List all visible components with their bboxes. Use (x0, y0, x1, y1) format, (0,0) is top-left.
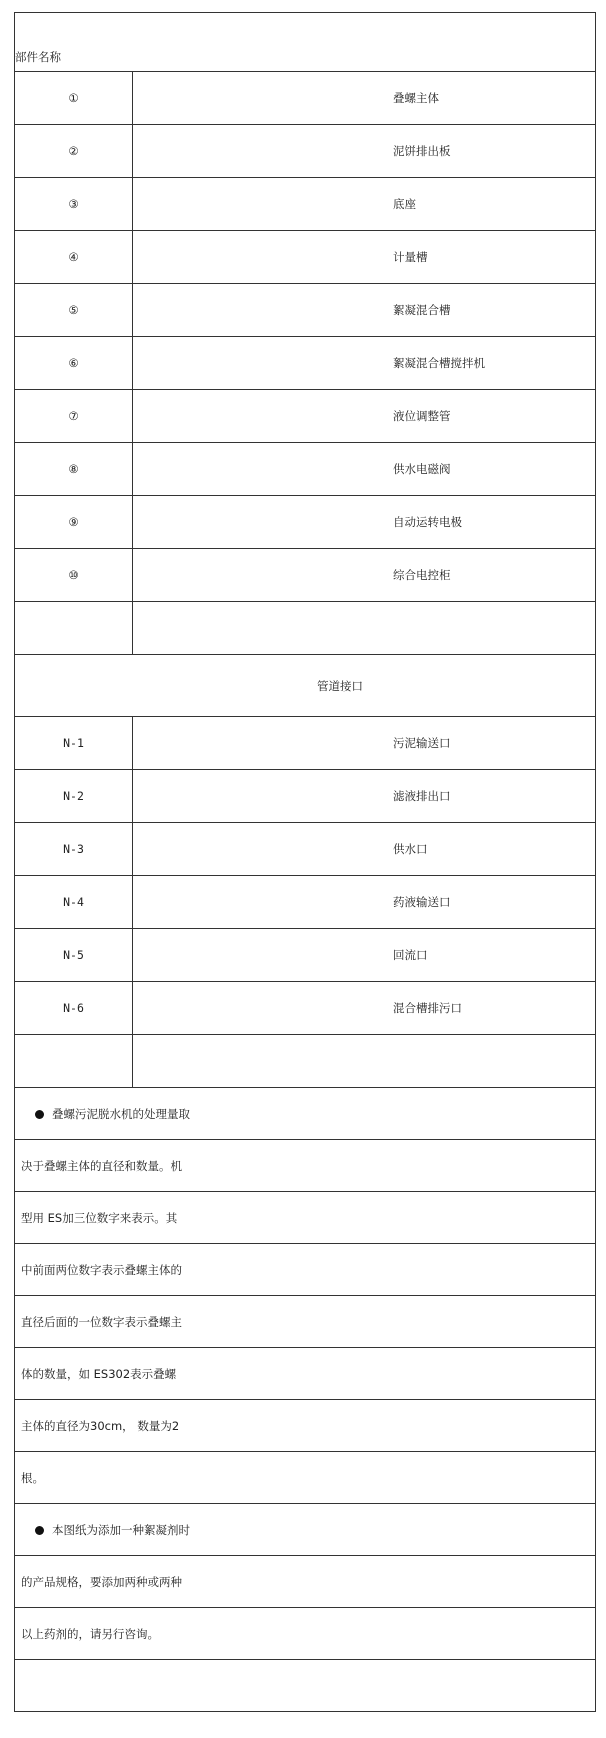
note-row (15, 1296, 596, 1348)
note-line: 以上药剂的，请另行咨询。 (15, 1608, 596, 1660)
part-name: 供水电磁阀 (133, 443, 596, 496)
pipe-code: N-3 (15, 823, 133, 876)
header-title: 部件名称 (15, 13, 596, 72)
part-row (15, 443, 596, 496)
note-row (15, 1348, 596, 1400)
part-row (15, 390, 596, 443)
part-number: ① (15, 72, 133, 125)
empty-cell (133, 1035, 596, 1088)
note-row (15, 1088, 596, 1140)
part-number: ⑨ (15, 496, 133, 549)
note-line: 主体的直径为30cm， 数量为2 (15, 1400, 596, 1452)
parts-table (14, 12, 596, 1712)
empty-cell (15, 602, 133, 655)
part-name: 综合电控柜 (133, 549, 596, 602)
part-name: 泥饼排出板 (133, 125, 596, 178)
parts-document (14, 12, 596, 1712)
pipe-row (15, 876, 596, 929)
pipe-code: N-5 (15, 929, 133, 982)
pipe-code: N-1 (15, 717, 133, 770)
note-line: 的产品规格，要添加两种或两种 (15, 1556, 596, 1608)
pipe-name: 滤液排出口 (133, 770, 596, 823)
part-number: ② (15, 125, 133, 178)
pipe-row (15, 717, 596, 770)
pipe-name: 污泥输送口 (133, 717, 596, 770)
part-row (15, 284, 596, 337)
part-row (15, 549, 596, 602)
part-number: ⑧ (15, 443, 133, 496)
part-name: 叠螺主体 (133, 72, 596, 125)
bullet-icon (35, 1110, 44, 1119)
pipe-name: 回流口 (133, 929, 596, 982)
pipe-row (15, 770, 596, 823)
note-line: 直径后面的一位数字表示叠螺主 (15, 1296, 596, 1348)
part-number: ⑦ (15, 390, 133, 443)
part-number: ③ (15, 178, 133, 231)
empty-row (15, 602, 596, 655)
empty-cell (15, 1660, 596, 1712)
note-line: 本图纸为添加一种絮凝剂时 (52, 1522, 190, 1537)
note-line: 叠螺污泥脱水机的处理量取 (52, 1106, 190, 1121)
note-line: 根。 (15, 1452, 596, 1504)
pipe-name: 混合槽排污口 (133, 982, 596, 1035)
pipe-row (15, 982, 596, 1035)
part-number: ⑤ (15, 284, 133, 337)
part-row (15, 496, 596, 549)
part-name: 自动运转电极 (133, 496, 596, 549)
note-row (15, 1244, 596, 1296)
empty-row (15, 1035, 596, 1088)
note-line: 型用 ES加三位数字来表示。其 (15, 1192, 596, 1244)
note-line: 中前面两位数字表示叠螺主体的 (15, 1244, 596, 1296)
pipe-code: N-2 (15, 770, 133, 823)
note-row (15, 1140, 596, 1192)
part-name: 底座 (133, 178, 596, 231)
part-number: ④ (15, 231, 133, 284)
pipes-title: 管道接口 (15, 655, 596, 717)
pipe-code: N-4 (15, 876, 133, 929)
note-line: 体的数量，如 ES302表示叠螺 (15, 1348, 596, 1400)
note-row (15, 1608, 596, 1660)
note-row (15, 1400, 596, 1452)
note-row (15, 1192, 596, 1244)
pipe-code: N-6 (15, 982, 133, 1035)
part-number: ⑥ (15, 337, 133, 390)
part-number: ⑩ (15, 549, 133, 602)
pipe-name: 药液输送口 (133, 876, 596, 929)
note-row (15, 1452, 596, 1504)
part-name: 计量槽 (133, 231, 596, 284)
part-row (15, 337, 596, 390)
empty-cell (15, 1035, 133, 1088)
note-row (15, 1504, 596, 1556)
pipe-row (15, 929, 596, 982)
part-name: 絮凝混合槽搅拌机 (133, 337, 596, 390)
empty-row (15, 1660, 596, 1712)
pipe-row (15, 823, 596, 876)
note-line: 决于叠螺主体的直径和数量。机 (15, 1140, 596, 1192)
part-name: 液位调整管 (133, 390, 596, 443)
pipes-title-row (15, 655, 596, 717)
header-row (15, 13, 596, 72)
pipe-name: 供水口 (133, 823, 596, 876)
empty-cell (133, 602, 596, 655)
part-name: 絮凝混合槽 (133, 284, 596, 337)
part-row (15, 231, 596, 284)
note-row (15, 1556, 596, 1608)
part-row (15, 72, 596, 125)
part-row (15, 125, 596, 178)
bullet-icon (35, 1526, 44, 1535)
part-row (15, 178, 596, 231)
